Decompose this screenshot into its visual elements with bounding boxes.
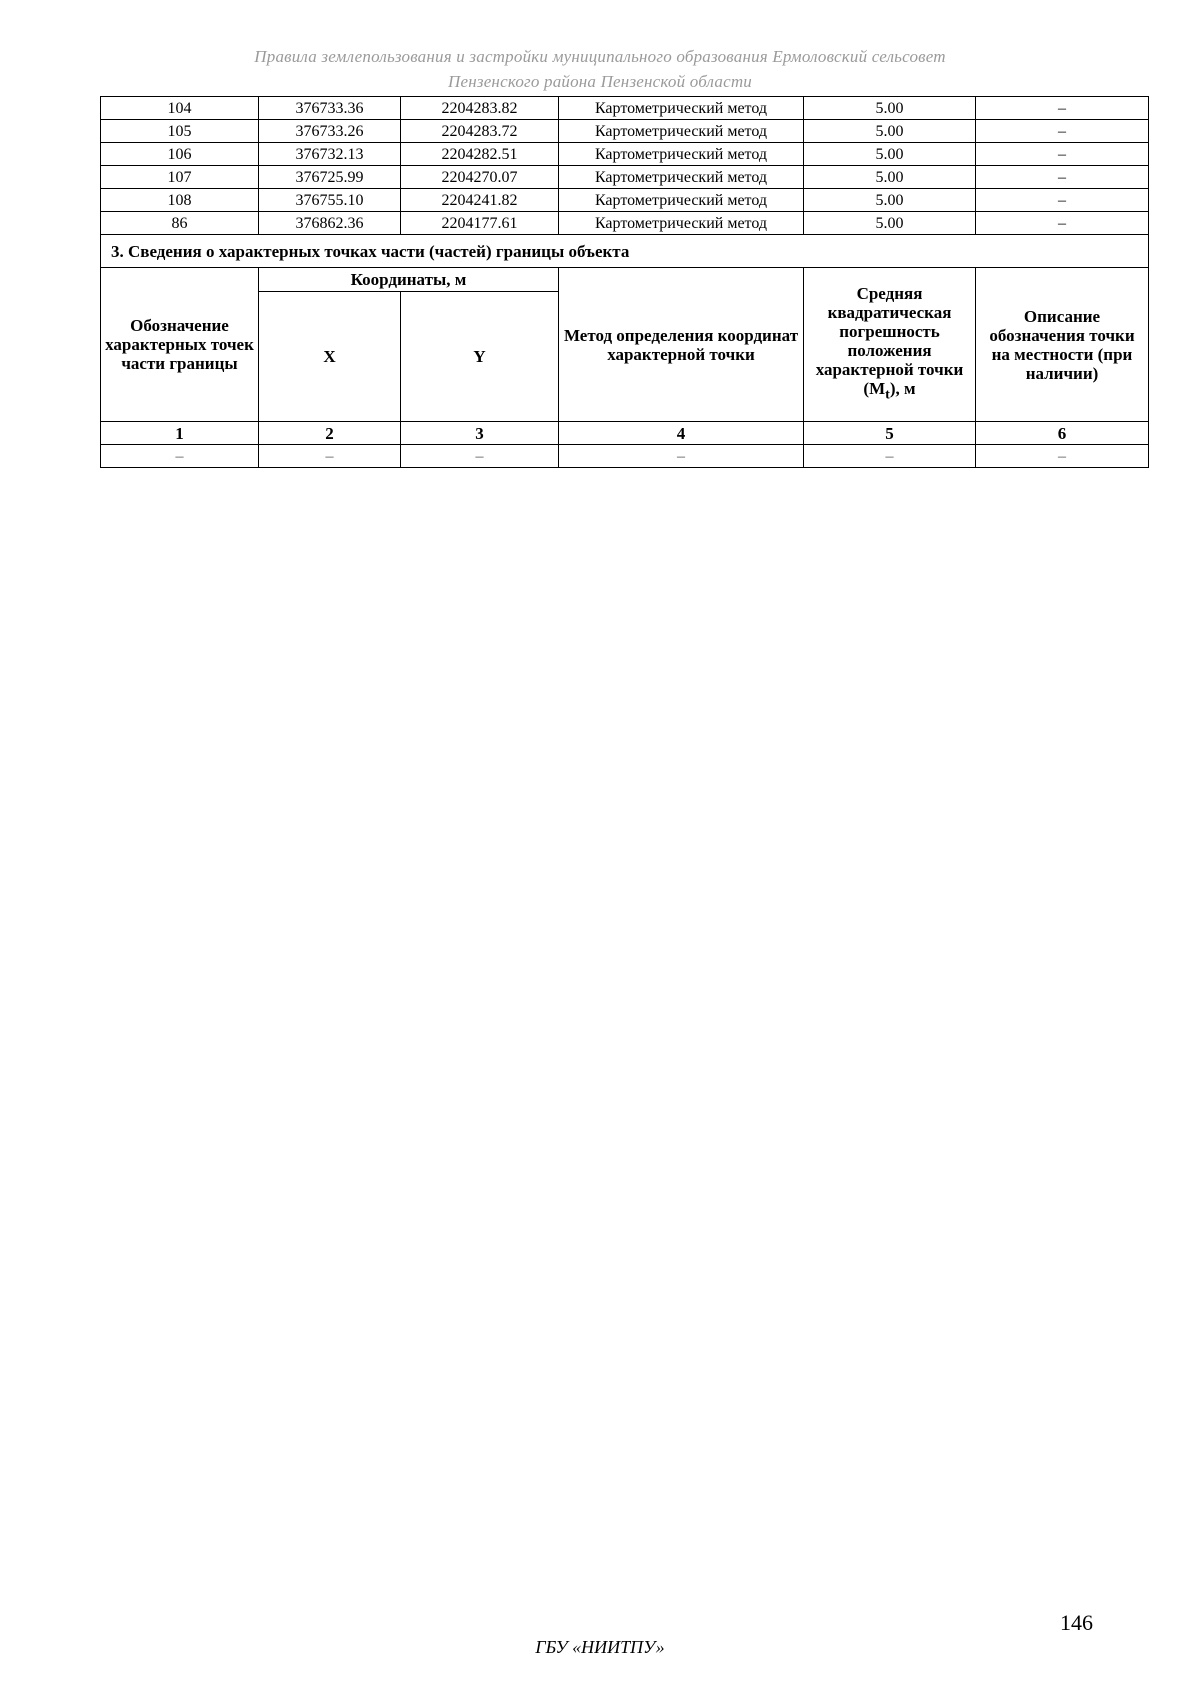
footer-organization: ГБУ «НИИТПУ»	[535, 1637, 665, 1657]
column-number: 2	[259, 422, 401, 445]
point-id: 108	[101, 189, 259, 212]
empty-cell: –	[976, 445, 1149, 468]
point-id: 104	[101, 97, 259, 120]
empty-row	[101, 445, 1149, 468]
column-number: 3	[401, 422, 559, 445]
method: Картометрический метод	[559, 166, 804, 189]
section-3-title: 3. Сведения о характерных точках части (частей) границы объекта	[101, 235, 1149, 268]
description: –	[976, 143, 1149, 166]
table-row	[101, 143, 1149, 166]
column-number: 1	[101, 422, 259, 445]
error-mt: 5.00	[804, 97, 976, 120]
header-y: Y	[401, 292, 559, 422]
coord-y: 2204283.82	[401, 97, 559, 120]
running-header	[0, 44, 1200, 94]
error-mt: 5.00	[804, 143, 976, 166]
method: Картометрический метод	[559, 97, 804, 120]
header-error-subscript: t	[885, 386, 890, 403]
table-row	[101, 166, 1149, 189]
error-mt: 5.00	[804, 120, 976, 143]
point-id: 107	[101, 166, 259, 189]
method: Картометрический метод	[559, 143, 804, 166]
table-row	[101, 189, 1149, 212]
method: Картометрический метод	[559, 212, 804, 235]
coord-y: 2204282.51	[401, 143, 559, 166]
empty-cell: –	[804, 445, 976, 468]
header-error-prefix: Средняя квадратическая погрешность положения характерной точки (M	[815, 284, 964, 399]
column-number: 4	[559, 422, 804, 445]
error-mt: 5.00	[804, 189, 976, 212]
coord-x: 376725.99	[259, 166, 401, 189]
header-description: Описание обозначения точки на местности (при наличии)	[976, 268, 1149, 422]
error-mt: 5.00	[804, 166, 976, 189]
description: –	[976, 212, 1149, 235]
empty-cell: –	[401, 445, 559, 468]
running-header-line-1: Правила землепользования и застройки муниципального образования Ермоловский сельсовет	[254, 47, 946, 66]
header-x: X	[259, 292, 401, 422]
coord-x: 376733.36	[259, 97, 401, 120]
coord-x: 376755.10	[259, 189, 401, 212]
description: –	[976, 97, 1149, 120]
empty-cell: –	[101, 445, 259, 468]
header-row-1	[101, 268, 1149, 292]
column-number: 6	[976, 422, 1149, 445]
coord-x: 376862.36	[259, 212, 401, 235]
table-row	[101, 97, 1149, 120]
running-header-line-2: Пензенского района Пензенской области	[448, 72, 752, 91]
description: –	[976, 166, 1149, 189]
empty-cell: –	[259, 445, 401, 468]
section-3-title-row	[101, 235, 1149, 268]
header-error	[804, 268, 976, 422]
coordinates-table	[100, 96, 1149, 468]
description: –	[976, 120, 1149, 143]
table-row	[101, 212, 1149, 235]
point-id: 105	[101, 120, 259, 143]
empty-cell: –	[559, 445, 804, 468]
coord-y: 2204241.82	[401, 189, 559, 212]
coord-x: 376732.13	[259, 143, 401, 166]
header-designation: Обозначение характерных точек части границы	[101, 268, 259, 422]
error-mt: 5.00	[804, 212, 976, 235]
header-method: Метод определения координат характерной точки	[559, 268, 804, 422]
header-error-suffix: ), м	[889, 379, 916, 399]
page-number: 146	[1060, 1610, 1093, 1635]
column-number: 5	[804, 422, 976, 445]
description: –	[976, 189, 1149, 212]
coord-y: 2204270.07	[401, 166, 559, 189]
method: Картометрический метод	[559, 120, 804, 143]
point-id: 106	[101, 143, 259, 166]
coord-x: 376733.26	[259, 120, 401, 143]
table-row	[101, 120, 1149, 143]
coord-y: 2204283.72	[401, 120, 559, 143]
method: Картометрический метод	[559, 189, 804, 212]
header-coordinates: Координаты, м	[259, 268, 559, 292]
point-id: 86	[101, 212, 259, 235]
column-numbers-row	[101, 422, 1149, 445]
coord-y: 2204177.61	[401, 212, 559, 235]
